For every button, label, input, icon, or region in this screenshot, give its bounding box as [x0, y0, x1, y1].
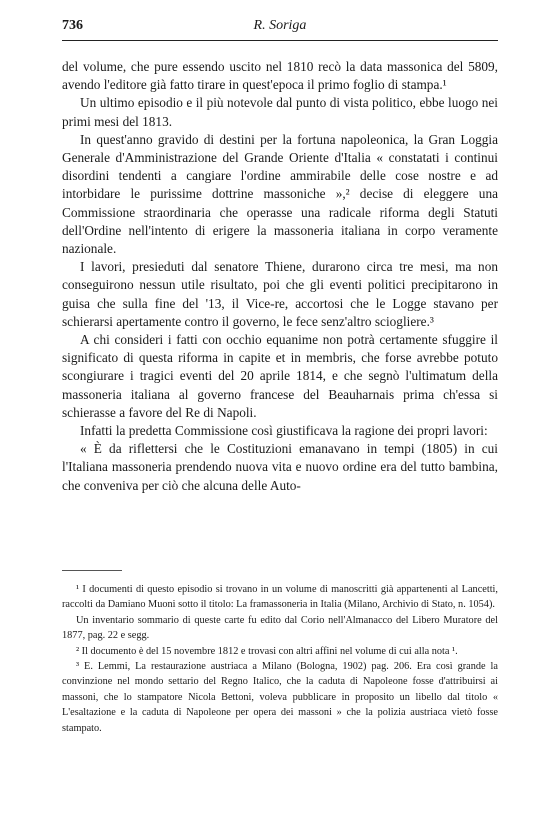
header-rule	[62, 40, 498, 41]
page-header	[62, 18, 498, 38]
paragraph: « È da riflettersi che le Costituzioni emanavano in tempi (1805) in cui l'Italiana massoneria prendendo nuova vita e nuovo ordine era del tutto bambina, che conveniva per ciò che alcuna delle Auto-	[62, 441, 498, 493]
paragraph: In quest'anno gravido di destini per la fortuna napoleonica, la Gran Loggia Generale d'Amministrazione del Grande Oriente d'Italia « constatati i continui disordini tendenti a cangiare l'ordine ammirabile delle cose nostre e ad intorbidare le purissime dottrine massoniche »,² decise di eleggere una Commissione straordinaria che operasse una radicale riforma degli Statuti dell'Ordine nell'intento di erigere la massoneria italiana in corpo veramente nazionale.	[62, 131, 498, 257]
footnote-rule	[62, 570, 122, 571]
paragraph: A chi consideri i fatti con occhio equanime non potrà certamente sfuggire il significato di questa riforma in capite et in membris, che forse avrebbe potuto scongiurare i tragici eventi del 20 aprile 1814, e che segnò l'ultimatum della massoneria italiana al governo francese del Beauharnais prima ch'essa si schierasse a favore del Re di Napoli.	[62, 332, 498, 420]
footnote: ³ E. Lemmi, La restaurazione austriaca a Milano (Bologna, 1902) pag. 206. Era così grande la convinzione nel mondo settario del Regno Italico, che la caduta di Napoleone fosse d'attribuirsi ai massoni, che lo stampatore Nicola Bettoni, voleva pubblicare in proposito un libello dal titolo « L'esaltazione e la caduta di Napoleone per opera dei massoni » che la polizia austriaca vietò fosse stampato.	[62, 661, 498, 734]
paragraph: Infatti la predetta Commissione così giustificava la ragione dei propri lavori:	[80, 423, 488, 439]
paragraph: del volume, che pure essendo uscito nel 1810 recò la data massonica del 5809, avendo l'editore già fatto tirare in quest'epoca il primo foglio di stampa.¹	[62, 59, 498, 93]
footnote: ² Il documento è del 15 novembre 1812 e trovasi con altri affini nel volume di cui alla nota ¹.	[76, 645, 458, 657]
running-title: R. Soriga	[253, 18, 307, 33]
footnote: ¹ I documenti di questo episodio si trovano in un volume di manoscritti già appartenenti al Lancetti, raccolti da Damiano Muoni sotto il titolo: La framassoneria in Italia (Milano, Archivio di Stato, n. 1054).	[62, 584, 498, 611]
footnotes	[62, 582, 498, 736]
main-text	[62, 58, 498, 495]
paragraph: Un ultimo episodio e il più notevole dal punto di vista politico, ebbe luogo nei primi mesi del 1813.	[62, 95, 498, 129]
page-number: 736	[62, 18, 83, 33]
footnote: Un inventario sommario di queste carte fu edito dal Corio nell'Almanacco del Libero Muratore del 1877, pag. 22 e segg.	[62, 614, 498, 642]
paragraph: I lavori, presieduti dal senatore Thiene, durarono circa tre mesi, ma non conseguirono nessun utile risultato, poi che gli eventi politici precipitarono in guisa che sulla fine del '13, il Vice-re, accortosi che le Logge stavano per schierarsi apertamente contro il governo, le fece senz'altro sciogliere.³	[62, 259, 498, 329]
